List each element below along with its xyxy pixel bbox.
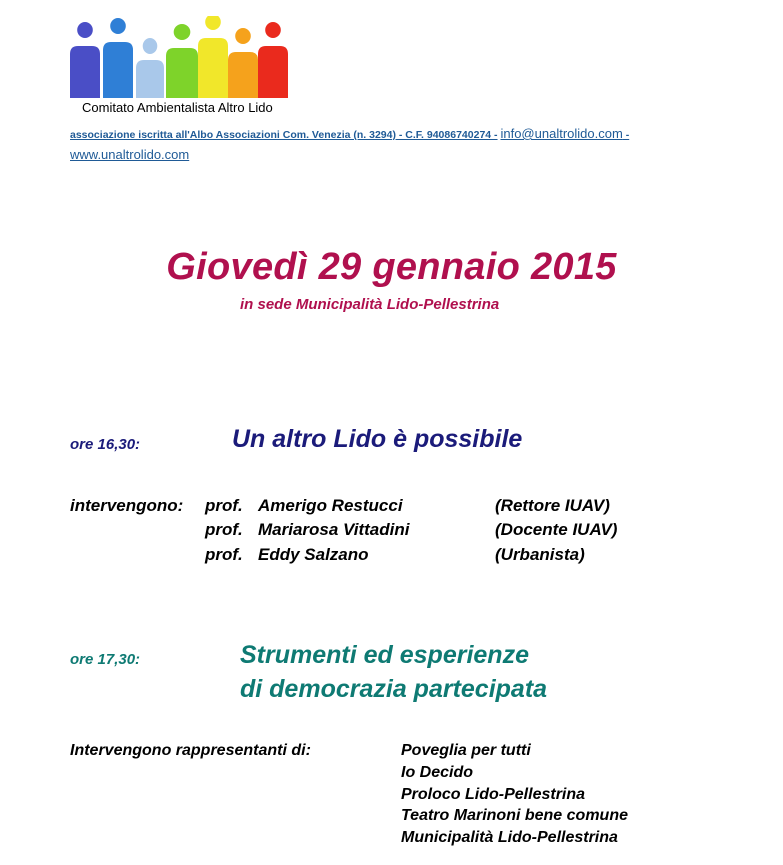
website-link[interactable]: www.unaltrolido.com <box>70 147 190 162</box>
logo-person-body <box>136 60 164 98</box>
logo-person-body <box>258 46 288 98</box>
event-date: Giovedì 29 gennaio 2015 <box>166 246 617 288</box>
logo-person-head <box>77 22 93 38</box>
association-info <box>70 124 629 166</box>
speaker-role: (Docente IUAV) <box>495 520 618 539</box>
speaker-role: (Rettore IUAV) <box>495 496 610 515</box>
organization-name: Comitato Ambientalista Altro Lido <box>82 100 273 115</box>
speaker-name: Eddy Salzano <box>258 545 369 564</box>
session2-title-line2: di democrazia partecipata <box>240 675 548 703</box>
session2-time: ore 17,30: <box>70 651 141 668</box>
logo-person-head <box>110 18 126 34</box>
logo-person-body <box>198 38 228 98</box>
representatives-label: Intervengono rappresentanti di: <box>70 742 311 759</box>
logo-person-body <box>70 46 100 98</box>
email-separator: - <box>622 129 630 141</box>
organization-item: Municipalità Lido-Pellestrina <box>401 829 618 846</box>
organization-item: Proloco Lido-Pellestrina <box>401 786 586 803</box>
organization-item: Teatro Marinoni bene comune <box>401 807 628 824</box>
session1-time: ore 16,30: <box>70 436 141 453</box>
logo-person-head <box>205 16 221 30</box>
email-link[interactable]: info@unaltrolido.com <box>500 126 623 141</box>
speaker-role: (Urbanista) <box>495 545 585 564</box>
session1-title: Un altro Lido è possibile <box>232 425 523 453</box>
logo-person-body <box>103 42 133 98</box>
speaker-title: prof. <box>205 545 243 564</box>
speaker-title: prof. <box>205 496 243 515</box>
session2-title-line1: Strumenti ed esperienze <box>240 641 529 669</box>
speakers-label: intervengono: <box>70 496 184 515</box>
speaker-name: Amerigo Restucci <box>258 496 403 515</box>
event-venue: in sede Municipalità Lido-Pellestrina <box>240 296 500 313</box>
logo-person-head <box>174 24 191 40</box>
speaker-name: Mariarosa Vittadini <box>258 520 410 539</box>
logo-person-head <box>235 28 251 44</box>
speaker-title: prof. <box>205 520 243 539</box>
logo-person-head <box>143 38 158 54</box>
logo-person-body <box>166 48 198 98</box>
organization-item: Poveglia per tutti <box>401 742 531 759</box>
organization-item: Io Decido <box>401 764 474 781</box>
logo-person-head <box>265 22 281 38</box>
association-registration: associazione iscritta all'Albo Associazioni Com. Venezia (n. 3294) - C.F. 94086740274 - <box>70 129 498 141</box>
logo-people-icon <box>70 16 288 98</box>
logo-person-body <box>228 52 258 98</box>
